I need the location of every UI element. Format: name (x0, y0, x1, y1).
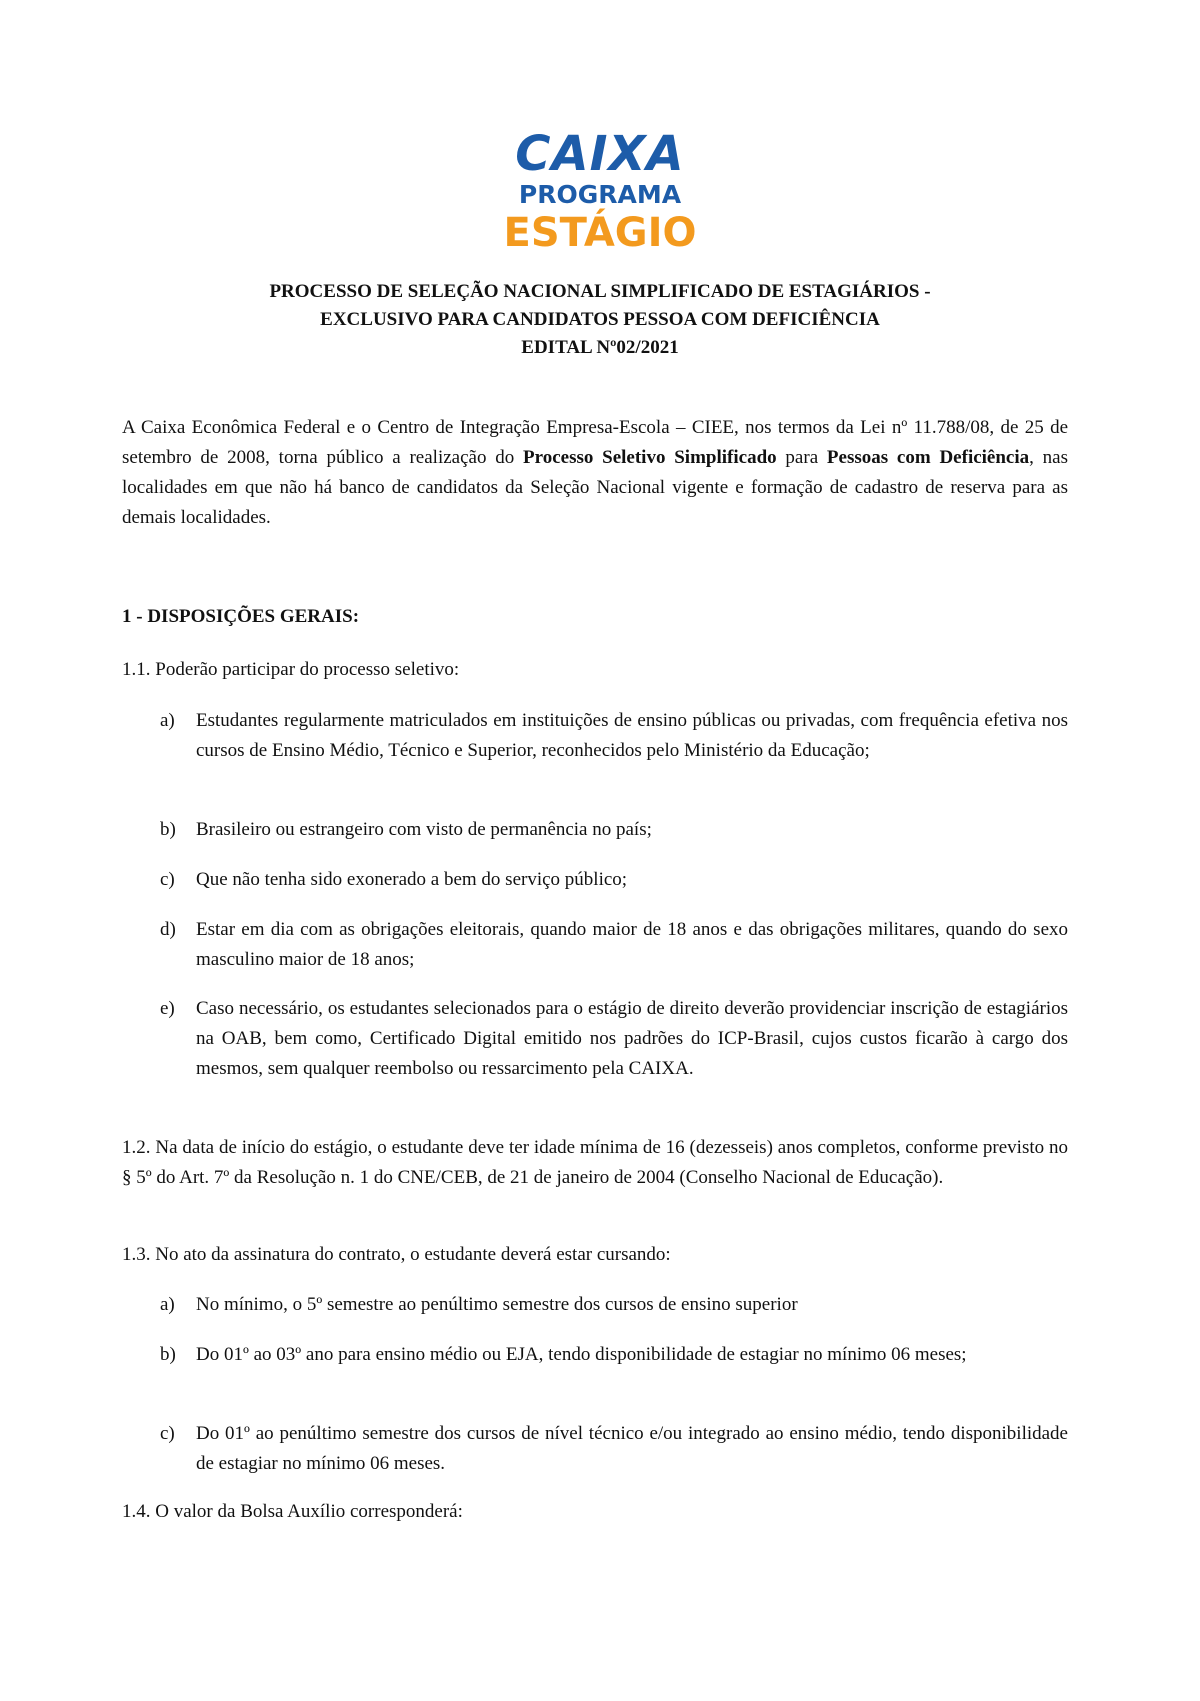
list-item (160, 706, 1068, 766)
list-item-text: Estudantes regularmente matriculados em instituições de ensino públicas ou privadas, com frequência efetiva nos cursos de Ensino Médio, Técnico e Superior, reconhecidos pelo Ministério da Educação; (196, 710, 1068, 761)
title-line-3: EDITAL Nº02/2021 (521, 337, 679, 358)
list-marker: a) (160, 1294, 175, 1315)
intro-paragraph (122, 413, 1068, 533)
title-line-1: PROCESSO DE SELEÇÃO NACIONAL SIMPLIFICADO DE ESTAGIÁRIOS - (269, 281, 931, 302)
intro-bold-pessoas: Pessoas com Deficiência (826, 447, 1030, 468)
list-item (160, 1419, 1068, 1479)
list-item-text: Do 01º ao 03º ano para ensino médio ou EJA, tendo disponibilidade de estagiar no mínimo 06 meses; (196, 1344, 967, 1365)
list-item-text: Caso necessário, os estudantes selecionados para o estágio de direito deverão providenciar inscrição de estagiários na OAB, bem como, Certificado Digital emitido nos padrões do ICP-Brasil, cujos custos ficarão à cargo dos mesmos, sem qualquer reembolso ou ressarcimento pela CAIXA. (196, 998, 1068, 1079)
section-heading: 1 - DISPOSIÇÕES GERAIS: (122, 606, 360, 627)
intro-bold-processo: Processo Seletivo Simplificado (523, 447, 777, 468)
logo-line-programa: PROGRAMA (518, 180, 682, 209)
list-marker: d) (160, 919, 176, 940)
intro-text-2: para (776, 447, 827, 468)
list-item (160, 915, 1068, 975)
document-title (100, 278, 1100, 362)
logo-line-caixa: CAIXA (515, 126, 685, 182)
intro-text-1: A Caixa Econômica Federal e o Centro de Integração Empresa-Escola – CIEE, nos termos da Lei nº 11.788/08, de 25 de setembro de 2008, torna público a realização do (122, 417, 1068, 468)
list-item-text: Brasileiro ou estrangeiro com visto de permanência no país; (196, 819, 652, 840)
paragraph-1-3: 1.3. No ato da assinatura do contrato, o estudante deverá estar cursando: (122, 1244, 671, 1265)
paragraph-1-2: 1.2. Na data de início do estágio, o estudante deve ter idade mínima de 16 (dezesseis) anos completos, conforme previsto no § 5º do Art. 7º da Resolução n. 1 do CNE/CEB, de 21 de janeiro de 2004 (Conselho Nacional de Educação). (122, 1137, 1068, 1188)
list-marker: a) (160, 710, 175, 731)
list-item (160, 815, 1068, 845)
list-marker: b) (160, 819, 176, 840)
list-item (160, 865, 1068, 895)
list-item (160, 994, 1068, 1084)
paragraph-1-1: 1.1. Poderão participar do processo seletivo: (122, 659, 460, 680)
list-marker: c) (160, 869, 175, 890)
title-line-2: EXCLUSIVO PARA CANDIDATOS PESSOA COM DEFICIÊNCIA (320, 309, 880, 330)
caixa-programa-estagio-logo (0, 128, 1200, 263)
list-marker: e) (160, 998, 175, 1019)
list-item-text: Estar em dia com as obrigações eleitorais, quando maior de 18 anos e das obrigações militares, quando do sexo masculino maior de 18 anos; (196, 919, 1068, 970)
list-item (160, 1290, 1068, 1320)
list-item-text: No mínimo, o 5º semestre ao penúltimo semestre dos cursos de ensino superior (196, 1294, 798, 1315)
paragraph-1-4: 1.4. O valor da Bolsa Auxílio corresponderá: (122, 1501, 463, 1522)
list-marker: b) (160, 1344, 176, 1365)
list-item (160, 1340, 1068, 1370)
logo-line-estagio: ESTÁGIO (503, 210, 697, 256)
list-marker: c) (160, 1423, 175, 1444)
list-item-text: Que não tenha sido exonerado a bem do serviço público; (196, 869, 628, 890)
list-item-text: Do 01º ao penúltimo semestre dos cursos de nível técnico e/ou integrado ao ensino médio, tendo disponibilidade de estagiar no mínimo 06 meses. (196, 1423, 1068, 1474)
intro-text-3: , nas localidades em que não há banco de candidatos da Seleção Nacional vigente e formação de cadastro de reserva para as demais localidades. (122, 447, 1069, 528)
